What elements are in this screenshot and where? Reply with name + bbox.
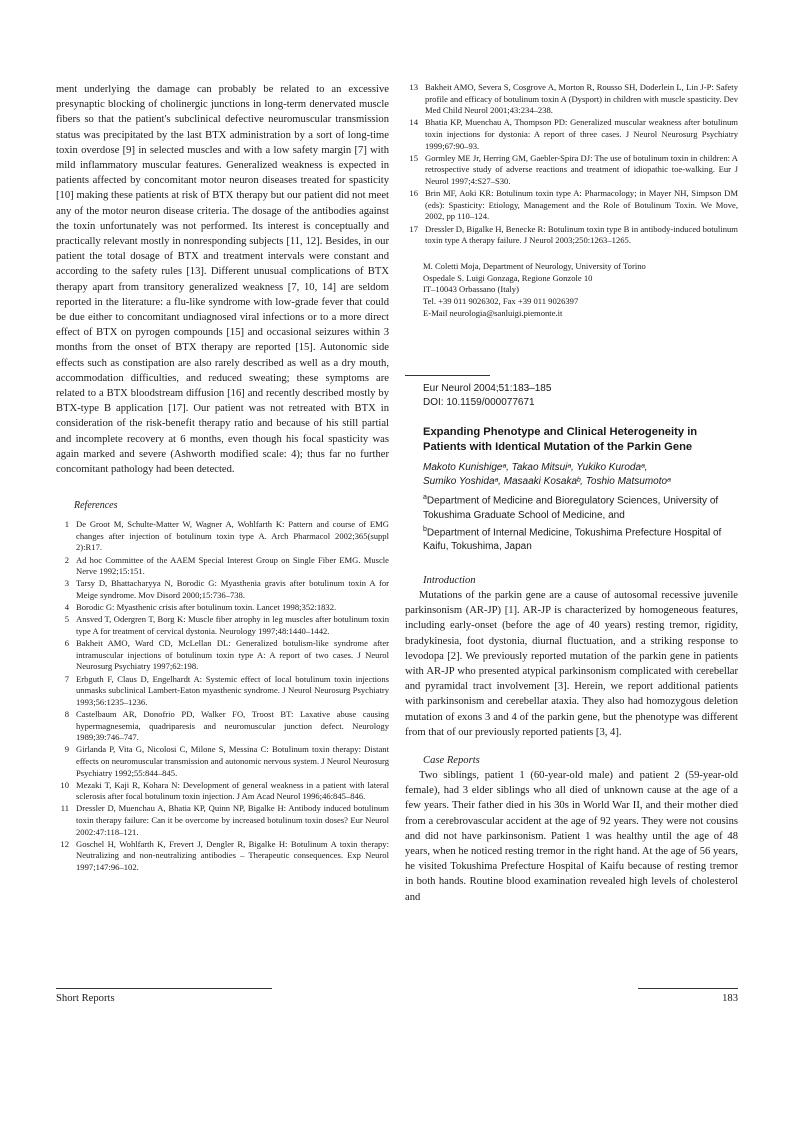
body-paragraph: ment underlying the damage can probably be related to an excessive presynaptic blocking of cholinergic junctions in long-term denervated muscle fibers so that the patient's subclinical defective neuromuscular transmission status was precipitated by the last BTX administration by a sort of long-time toxin overdose [9] in selected muscles and with a low safety margin [7] with mild inflammatory muscular features. Generalized weakness is expected in patients affected by concomitant motor neuron diseases treated for spasticity [10] making these patients at risk of BTX therapy but our patient did not meet any of the motor neuron disease criteria. The dosage of the antibodies against the toxin unfortunately was not performed. Its interest is conceptually and practically relevant mostly in nonresponding subjects [11, 12]. Besides, in our patient the total dosage of BTX and treatment intervals were constant and according to the safety rules [13]. Different unusual complications of BTX therapy apart from transitory generalized weakness [7, 10, 14] are seldom reported in the literature: a flu-like syndrome with low-grade fever that could be due either to concomitant undiagnosed viral infections or to a more direct effect of BTX on pyrogen compounds [15] and occasional seizures within 3 months from the onset of BTX therapy are reported [15]. Autonomic side effects such as constipation are also rarely described as well as a dry mouth, accommodation difficulties, and reduced sweating; these symptoms are related to a BTX bloodstream diffusion [16] and recently described mostly by BTX-type B application [17]. Our patient was not retreated with BTX in consideration of the risk-benefit therapy ratio and because of his still partial and incomplete recovery at 6 months, even though his focal spasticity was again marked and severe (Ashworth modified scale: 4); thus far no further concomitant pathology had been detected. xyxy=(56,84,389,476)
footer-section-label: Short Reports xyxy=(56,993,115,1004)
address-line: M. Coletti Moja, Department of Neurology, University of Torino xyxy=(423,261,646,272)
address-line: Tel. +39 011 9026302, Fax +39 011 9026397 xyxy=(423,296,579,307)
doi: DOI: 10.1159/000077671 xyxy=(423,396,535,408)
footer-rule-right xyxy=(638,988,738,989)
reference-item: 11 Dressler D, Muenchau A, Bhatia KP, Quinn NP, Bigalke H: Antibody induced botulinum toxin therapy failure: Can it be overcome by increased botulinum toxin doses? Eur Neurol 2002:47:118–121. xyxy=(60,803,389,837)
reference-item: 12 Goschel H, Wohlfarth K, Frevert J, Dengler R, Bigalke H: Botulinum A toxin therapy: Neutralizing and non-neutralizing antibodies – Therapeutic consequences. Exp Neurol 1997;147:96–102. xyxy=(60,838,389,873)
affiliation-a: $^a$Department of Medicine and Bioregulatory Sciences, University of Tokushima Graduate School of Medicine, and xyxy=(423,494,719,521)
reference-item: 5 Ansved T, Odergren T, Borg K: Muscle fiber atrophy in leg muscles after botulinum toxin type A for treatment of cervical dystonia. Neurology 1997;48:1440–1442. xyxy=(64,614,389,636)
address-line: Ospedale S. Luigi Gonzaga, Regione Gonzole 10 xyxy=(423,272,593,283)
case-reports-text: Two siblings, patient 1 (60-year-old male) and patient 2 (59-year-old female), had 3 elder siblings who all died of unknown cause at the age of a few years. Their father died in his 30s in World War II, and their mother died from a cerebrovascular accident at the age of 92 years. They were not cousins and did not have parkinsonism. Patient 1 was healthy until the age of 48 years, when he noticed resting tremor in the right hand. At the age of 56 years, he visited Tokushima Prefecture Hospital of Kaifu because of resting tremor in both hands. Routine blood examination revealed high levels of cholesterol and xyxy=(405,769,738,903)
reference-item: 10 Mezaki T, Kaji R, Kohara N: Development of general weakness in a patient with lateral sclerosis after focal botulinum toxin injection. J Am Acad Neurol 1996;46:845–846. xyxy=(60,779,389,802)
left-column xyxy=(56,82,389,874)
introduction-heading: Introduction xyxy=(423,574,476,586)
reference-item: 7 Erbguth F, Claus D, Engelhardt A: Systemic effect of local botulinum toxin injections unmasks subclinical Lambert-Eaton myasthenic syndrome. J Neurol Neurosurg Psychiatry 1993;56:1235–1236. xyxy=(64,673,389,707)
reference-item: 6 Bakheit AMO, Ward CD, McLellan DL: Generalized botulism-like syndrome after intramuscular injections of botulinum toxin type A: A report of two cases. J Neurol Neurosurg Psychiatry 1997;62:198. xyxy=(64,638,389,672)
reference-item: 2 Ad hoc Committee of the AAEM Special Interest Group on Single Fiber EMG. Muscle Nerve 1992;15:151. xyxy=(64,554,389,577)
reference-item: 3 Tarsy D, Bhattacharyya N, Borodic G: Myasthenia gravis after botulinum toxin A for Meige syndrome. Mov Disord 2000;15:736–738. xyxy=(64,578,389,601)
reference-item: 17 Dressler D, Bigalke H, Benecke R: Botulinum toxin type B in antibody-induced botulinum toxin type A therapy failure. J Neurol 2003;250:1263–1265. xyxy=(409,223,738,246)
right-column xyxy=(405,82,738,905)
address-line: IT–10043 Orbassano (Italy) xyxy=(423,284,519,295)
reference-item: 15 Gormley ME Jr, Herring GM, Gaebler-Spira DJ: The use of botulinum toxin in children: A retrospective study of adverse reactions and treatment of idiopathic toe-walking. Eur J Neurol 1997;4:S27–S30. xyxy=(409,152,738,186)
reference-item: 13 Bakheit AMO, Severa S, Cosgrove A, Morton R, Rousso SH, Doderlein L, Lin J-P: Safety profile and efficacy of botulinum toxin A (Dysport) in children with muscle spasticity. Dev Med Child Neurol 2001;43:234–238. xyxy=(409,82,738,116)
case-reports-heading: Case Reports xyxy=(423,754,480,766)
article-title: Expanding Phenotype and Clinical Heterogeneity in Patients with Identical Mutation of the Parkin Gene xyxy=(423,426,698,454)
references-heading: References xyxy=(74,500,118,512)
reference-item: 4 Borodic G: Myasthenic crisis after botulinum toxin. Lancet 1998;352:1832. xyxy=(64,602,337,613)
reference-list-left xyxy=(56,519,389,873)
article-body xyxy=(405,574,738,905)
article-header xyxy=(405,382,738,554)
reference-item: 8 Castelbaum AR, Donofrio PD, Walker FO, Troost BT: Laxative abuse causing hypermagnesemia, quadriparesis and neuromuscular junction defect. Neurology 1989;39:746–747. xyxy=(64,708,389,743)
footer-rule-left xyxy=(56,988,272,989)
authors: Sumiko Yoshidaᵃ, Masaaki Kosakaᵇ, Toshio Matsumotoᵃ xyxy=(423,476,671,488)
reference-item: 1 De Groot M, Schulte-Matter W, Wagner A, Wohlfarth K: Pattern and course of EMG changes after injection of botulinum toxin type A. Arch Pharmacol 2002;365(suppl 2):R17. xyxy=(64,519,389,553)
reference-item: 16 Brin MF, Aoki KR: Botulinum toxin type A: Pharmacology; in Mayer NH, Simpson DM (eds): Spasticity: Etiology, Management and the Role of Botulinum Toxin. We Move, 2002, pp 110–124. xyxy=(409,188,738,222)
reference-item: 14 Bhatia KP, Muenchau A, Thompson PD: Generalized muscular weakness after botulinum toxin injections for dystonia: A report of three cases. J Neurol Neurosurg Psychiatry 1999;67:90–93. xyxy=(409,117,738,151)
email-line: E-Mail neurologia@sanluigi.piemonte.it xyxy=(423,307,563,318)
introduction-text: Mutations of the parkin gene are a cause of autosomal recessive juvenile parkinsonism (AR-JP) [1]. AR-JP is characterized by homogeneous features, including early-onset (before the age of 40 years) resting tremor, rigidity, bradykinesia, foot dystonia, diurnal fluctuation, and a striking response to levodopa [2]. We previously reported mutation of the parkin gene in patients with AR-JP who presented atypical parkinsonism complicated with cerebellar and pyramidal tract involvement [3]. Herein, we report additional patients with parkinsonism and cerebellar ataxia. They also had homozygous deletion mutation of exons 3 and 4 of the parkin gene, but the phenotype was different from that of our previously reported patients [3, 4]. xyxy=(405,589,738,738)
page-number: 183 xyxy=(722,993,738,1004)
affiliation-b: $^b$Department of Internal Medicine, Tokushima Prefecture Hospital of Kaifu, Tokushima, Japan xyxy=(423,525,722,552)
reference-item: 9 Girlanda P, Vita G, Nicolosi C, Milone S, Messina C: Botulinum toxin therapy: Distant effects on neuromuscular transmission and autonomic nervous system. J Neurol Neurosurg Psychiatry 1992;55:844–845. xyxy=(64,744,389,778)
authors: Makoto Kunishigeᵃ, Takao Mitsuiᵃ, Yukiko Kurodaᵃ, xyxy=(423,462,648,474)
journal-citation: Eur Neurol 2004;51:183–185 xyxy=(423,383,552,395)
correspondence-address xyxy=(405,261,738,319)
reference-list-right xyxy=(405,82,738,247)
